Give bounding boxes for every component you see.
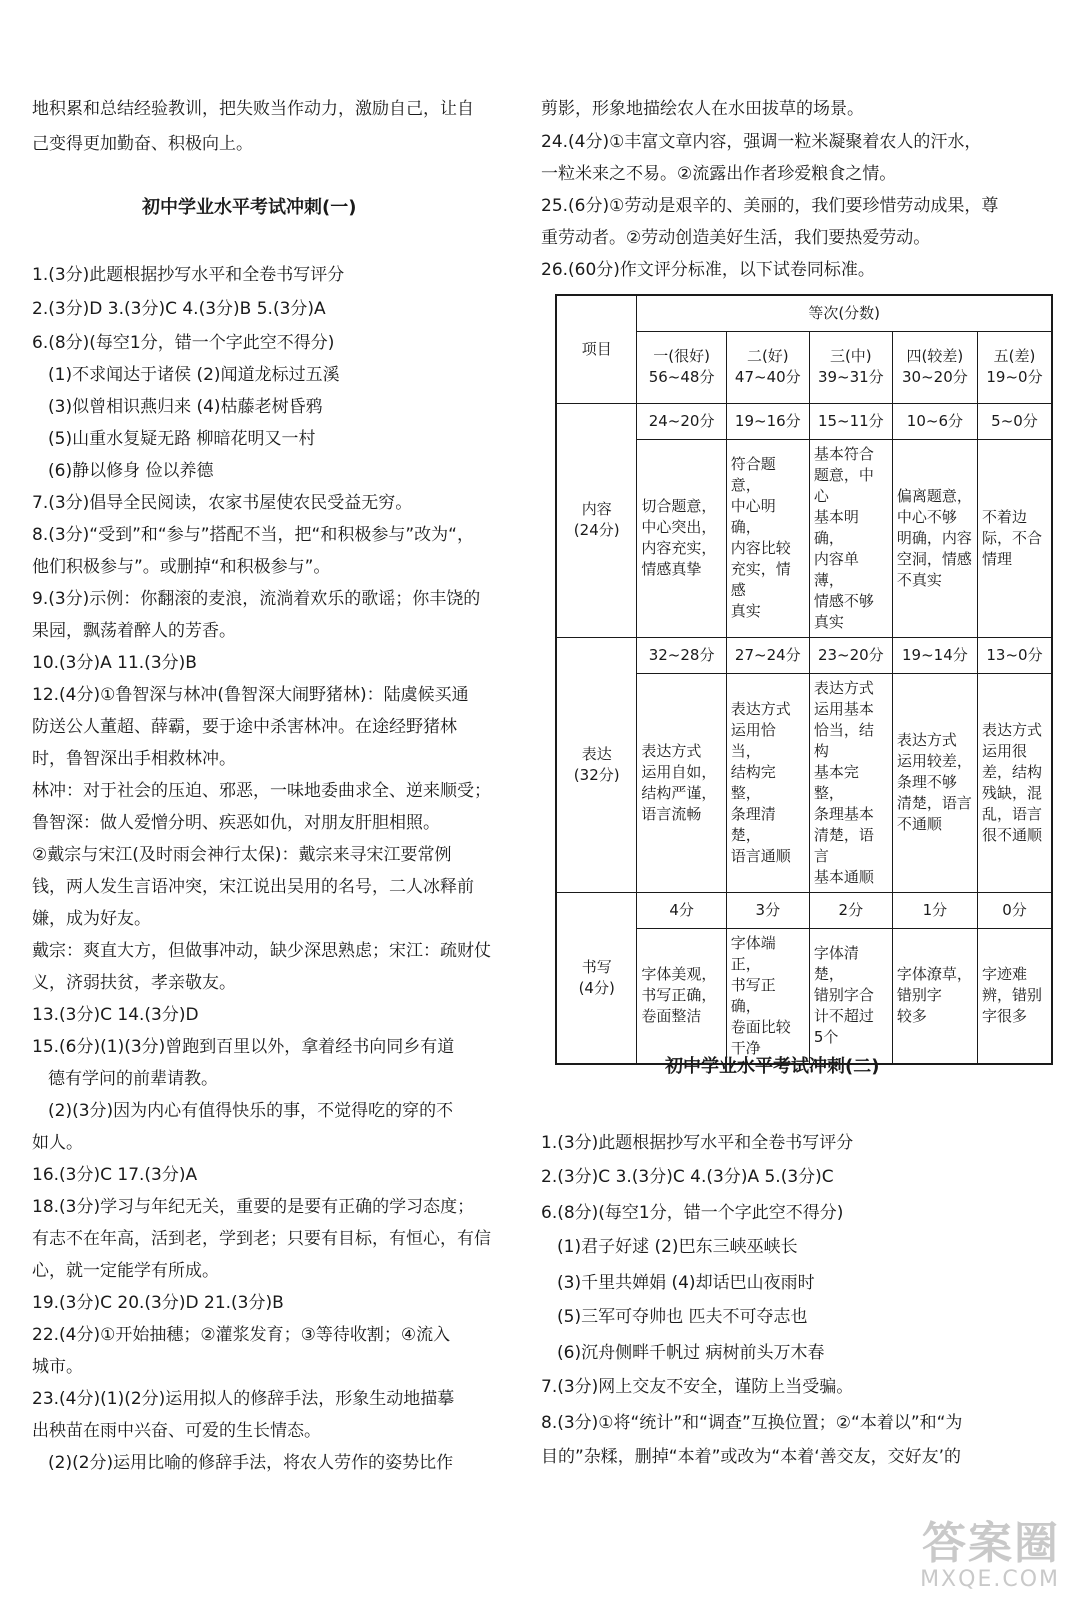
answer-line: 2.(3分)C 3.(3分)C 4.(3分)A 5.(3分)C (541, 1167, 834, 1187)
desc-cell: 表达方式 运用很 差，结构 残缺，混 乱，语言 很不通顺 (977, 673, 1052, 892)
answer-line: 18.(3分)学习与年纪无关，重要的是要有正确的学习态度； (32, 1197, 475, 1217)
answer-line: 6.(8分)(每空1分，错一个字此空不得分) (541, 1203, 844, 1223)
desc-cell: 表达方式 运用基本 恰当，结构 基本完整， 条理基本 清楚，语言 基本通顺 (809, 673, 892, 892)
answer-line: 鲁智深：做人爱憎分明、疾恶如仇，对朋友肝胆相照。 (32, 813, 440, 833)
answer-line: 他们积极参与”。或删掉“和积极参与”。 (32, 557, 331, 577)
answer-line: 22.(4分)①开始抽穗；②灌浆发育；③等待收割；④流入 (32, 1325, 451, 1345)
score-cell: 23~20分 (809, 637, 892, 673)
score-cell: 15~11分 (809, 403, 892, 439)
answer-line: 剪影，形象地描绘农人在水田拔草的场景。 (541, 99, 864, 119)
answer-line: 19.(3分)C 20.(3分)D 21.(3分)B (32, 1293, 284, 1313)
score-cell: 1分 (892, 892, 977, 928)
desc-cell: 字体清楚， 错别字合 计不超过 5个 (809, 928, 892, 1064)
table-row (556, 637, 1052, 673)
desc-cell: 字体潦草， 错别字 较多 (892, 928, 977, 1064)
intro-line: 地积累和总结经验教训，把失败当作动力，激励自己，让自 (32, 99, 474, 119)
answer-line: 8.(3分)“受到”和“参与”搭配不当，把“和积极参与”改为“， (32, 525, 474, 545)
score-cell: 3分 (726, 892, 809, 928)
answer-line: 26.(60分)作文评分标准，以下试卷同标准。 (541, 260, 875, 280)
table-header-row (556, 295, 1052, 331)
answer-line: 出秧苗在雨中兴奋、可爱的生长情态。 (32, 1421, 321, 1441)
score-cell: 19~14分 (892, 637, 977, 673)
answer-line: (6)静以修身 俭以养德 (48, 461, 214, 481)
row-label: 内容 (24分) (556, 403, 637, 637)
grade-cell: 三(中) 39~31分 (809, 331, 892, 403)
answer-line: 防送公人董超、薛霸，要于途中杀害林冲。在途经野猪林 (32, 717, 457, 737)
answer-line: 12.(4分)①鲁智深与林冲(鲁智深大闹野猪林)：陆虞候买通 (32, 685, 469, 705)
desc-cell: 切合题意， 中心突出， 内容充实， 情感真挚 (637, 439, 726, 637)
watermark-logo: 答案圈 (922, 1518, 1060, 1569)
score-cell: 24~20分 (637, 403, 726, 439)
answer-line: 城市。 (32, 1357, 83, 1377)
answer-line: 一粒米来之不易。②流露出作者珍爱粮食之情。 (541, 164, 897, 184)
score-cell: 4分 (637, 892, 726, 928)
desc-cell: 不着边 际，不合 情理 (977, 439, 1052, 637)
desc-cell: 符合题意， 中心明确， 内容比较 充实，情感 真实 (726, 439, 809, 637)
desc-cell: 字体端正， 书写正确， 卷面比较 干净 (726, 928, 809, 1064)
answer-line: 果园，飘荡着醉人的芳香。 (32, 621, 236, 641)
answer-line: (2)(2分)运用比喻的修辞手法，将农人劳作的姿势比作 (48, 1453, 454, 1473)
grade-header: 等次(分数) (637, 295, 1052, 331)
answer-line: (2)(3分)因为内心有值得快乐的事，不觉得吃的穿的不 (48, 1101, 454, 1121)
answer-line: 有志不在年高，活到老，学到老；只要有目标，有恒心，有信 (32, 1229, 491, 1249)
watermark-url: MXQE.COM (920, 1567, 1060, 1592)
answer-line: 25.(6分)①劳动是艰辛的、美丽的，我们要珍惜劳动成果，尊 (541, 196, 999, 216)
answer-line: (6)沉舟侧畔千帆过 病树前头万木春 (557, 1343, 825, 1363)
desc-cell: 基本符合 题意，中心 基本明确， 内容单薄， 情感不够 真实 (809, 439, 892, 637)
table-row (556, 403, 1052, 439)
answer-line: 16.(3分)C 17.(3分)A (32, 1165, 198, 1185)
section-title: 初中学业水平考试冲刺(二) (665, 1056, 880, 1077)
desc-cell: 字迹难 辨，错别 字很多 (977, 928, 1052, 1064)
answer-line: 6.(8分)(每空1分，错一个字此空不得分) (32, 333, 335, 353)
score-cell: 27~24分 (726, 637, 809, 673)
answer-line: 23.(4分)(1)(2分)运用拟人的修辞手法，形象生动地描摹 (32, 1389, 455, 1409)
answer-line: 9.(3分)示例：你翻滚的麦浪，流淌着欢乐的歌谣；你丰饶的 (32, 589, 481, 609)
intro-line: 己变得更加勤奋、积极向上。 (32, 134, 253, 154)
answer-line: 7.(3分)网上交友不安全，谨防上当受骗。 (541, 1377, 854, 1397)
answer-line: (1)君子好逑 (2)巴东三峡巫峡长 (557, 1237, 798, 1257)
answer-line: 15.(6分)(1)(3分)曾跑到百里以外，拿着经书向同乡有道 (32, 1037, 455, 1057)
answer-line: 戴宗：爽直大方，但做事冲动，缺少深思熟虑；宋江：疏财仗 (32, 941, 491, 961)
desc-cell: 字体美观， 书写正确， 卷面整洁 (637, 928, 726, 1064)
desc-cell: 表达方式 运用恰当， 结构完整， 条理清楚， 语言通顺 (726, 673, 809, 892)
answer-line: 林冲：对于社会的压迫、邪恶，一味地委曲求全、逆来顺受； (32, 781, 491, 801)
table-row (556, 892, 1052, 928)
score-cell: 0分 (977, 892, 1052, 928)
grade-cell: 五(差) 19~0分 (977, 331, 1052, 403)
answer-line: 心，就一定能学有所成。 (32, 1261, 219, 1281)
answer-line: (5)三军可夺帅也 匹夫不可夺志也 (557, 1307, 808, 1327)
answer-line: 德有学问的前辈请教。 (48, 1069, 218, 1089)
answer-line: 如人。 (32, 1133, 83, 1153)
answer-line: 1.(3分)此题根据抄写水平和全卷书写评分 (32, 265, 345, 285)
row-label: 书写 (4分) (556, 892, 637, 1064)
score-cell: 5~0分 (977, 403, 1052, 439)
answer-line: (1)不求闻达于诸侯 (2)闻道龙标过五溪 (48, 365, 340, 385)
answer-line: 钱，两人发生言语冲突，宋江说出吴用的名号，二人冰释前 (32, 877, 474, 897)
answer-line: 2.(3分)D 3.(3分)C 4.(3分)B 5.(3分)A (32, 299, 326, 319)
answer-line: 8.(3分)①将“统计”和“调查”互换位置；②“本着以”和“为 (541, 1413, 963, 1433)
grade-cell: 二(好) 47~40分 (726, 331, 809, 403)
answer-line: 嫌，成为好友。 (32, 909, 151, 929)
score-cell: 13~0分 (977, 637, 1052, 673)
answer-line: (3)千里共婵娟 (4)却话巴山夜雨时 (557, 1273, 815, 1293)
answer-line: 1.(3分)此题根据抄写水平和全卷书写评分 (541, 1133, 854, 1153)
watermark (920, 1518, 1060, 1592)
answer-line: 13.(3分)C 14.(3分)D (32, 1005, 199, 1025)
score-cell: 32~28分 (637, 637, 726, 673)
row-label: 表达 (32分) (556, 637, 637, 892)
answer-line: 7.(3分)倡导全民阅读，农家书屋使农民受益无穷。 (32, 493, 413, 513)
answer-line: 时，鲁智深出手相救林冲。 (32, 749, 236, 769)
grade-cell: 四(较差) 30~20分 (892, 331, 977, 403)
answer-line: 10.(3分)A 11.(3分)B (32, 653, 197, 673)
answer-line: (5)山重水复疑无路 柳暗花明又一村 (48, 429, 316, 449)
answer-line: 重劳动者。②劳动创造美好生活，我们要热爱劳动。 (541, 228, 931, 248)
score-cell: 2分 (809, 892, 892, 928)
answer-line: 24.(4分)①丰富文章内容，强调一粒米凝聚着农人的汗水， (541, 132, 982, 152)
item-header: 项目 (556, 295, 637, 403)
answer-line: (3)似曾相识燕归来 (4)枯藤老树昏鸦 (48, 397, 323, 417)
answer-line: 目的”杂糅，删掉“本着”或改为“本着‘善交友，交好友’的 (541, 1447, 962, 1467)
answer-line: 义，济弱扶贫，孝亲敬友。 (32, 973, 236, 993)
grade-cell: 一(很好) 56~48分 (637, 331, 726, 403)
desc-cell: 偏离题意， 中心不够 明确，内容 空洞，情感 不真实 (892, 439, 977, 637)
essay-scoring-table (555, 294, 1053, 1065)
answer-line: ②戴宗与宋江(及时雨会神行太保)：戴宗来寻宋江要常例 (32, 845, 452, 865)
score-cell: 10~6分 (892, 403, 977, 439)
section-title: 初中学业水平考试冲刺(一) (142, 197, 357, 218)
score-cell: 19~16分 (726, 403, 809, 439)
desc-cell: 表达方式 运用自如， 结构严谨， 语言流畅 (637, 673, 726, 892)
desc-cell: 表达方式 运用较差， 条理不够 清楚，语言 不通顺 (892, 673, 977, 892)
